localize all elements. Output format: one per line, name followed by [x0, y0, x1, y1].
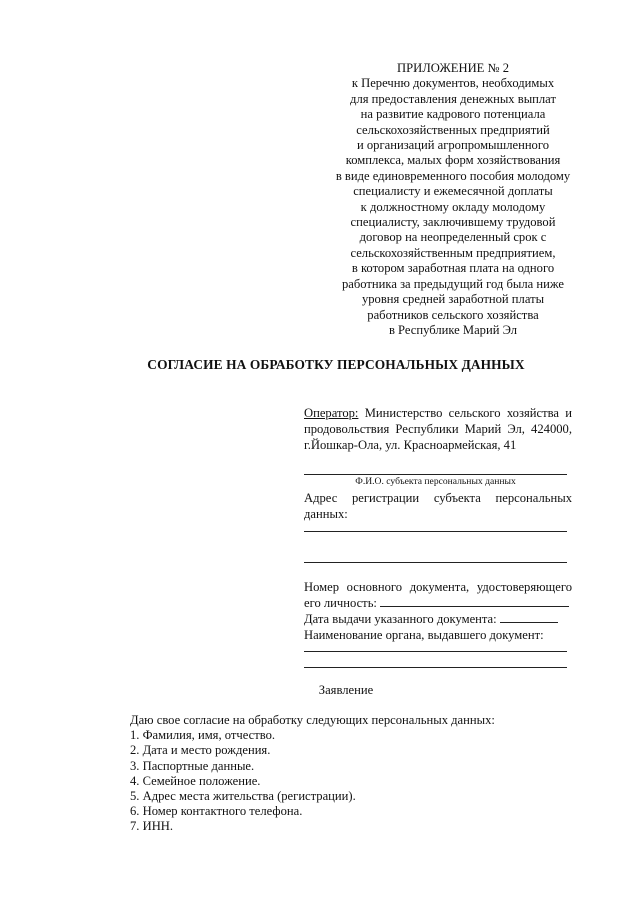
appendix-line: и организаций агропромышленного — [356, 138, 550, 153]
consent-item: 7. ИНН. — [130, 819, 174, 834]
appendix-line: на развитие кадрового потенциала — [360, 107, 546, 122]
address-label: Адрес регистрации субъекта персональных — [304, 491, 572, 505]
operator-label: Оператор: — [304, 406, 359, 420]
appendix-heading: ПРИЛОЖЕНИЕ № 2 — [397, 61, 509, 75]
appendix-line: сельскохозяйственным предприятием, — [350, 245, 556, 260]
appendix-line: к должностному окладу молодому — [360, 199, 546, 214]
appendix-line: сельскохозяйственных предприятий — [356, 122, 550, 137]
appendix-line: работника за предыдущий год была ниже — [342, 276, 564, 291]
appendix-line: работников сельского хозяйства — [367, 307, 539, 322]
appendix-line: специалисту, заключившему трудовой — [350, 215, 556, 230]
appendix-line: уровня средней заработной платы — [361, 292, 545, 307]
consent-item: 6. Номер контактного телефона. — [130, 804, 303, 819]
issue-date-row — [304, 611, 572, 627]
appendix-line: комплекса, малых форм хозяйствования — [345, 153, 561, 168]
issuer-label: Наименование органа, выдавшего документ: — [304, 628, 544, 642]
appendix-line: в котором заработная плата на одного — [351, 261, 555, 276]
operator-text: Министерство сельского хозяйства и продовольствия Республики Марий Эл, 424000, г.Йошкар-Ола, ул. Красноармейская, 41 — [304, 406, 572, 452]
doc-number-row — [304, 595, 572, 611]
appendix-line: в виде единовременного пособия молодому — [335, 168, 571, 183]
consent-item: 4. Семейное положение. — [130, 773, 261, 788]
doc-number-label-cont: его личность: — [304, 596, 377, 610]
appendix-line: в Республике Марий Эл — [388, 322, 518, 337]
appendix-line: специалисту и ежемесячной доплаты — [353, 184, 553, 199]
issue-date-label: Дата выдачи указанного документа: — [304, 612, 497, 626]
consent-item: 5. Адрес места жительства (регистрации). — [130, 789, 356, 804]
doc-number-label: Номер основного документа, удостоверяющего — [304, 580, 572, 594]
statement-heading: Заявление — [318, 683, 374, 697]
operator-block — [304, 405, 572, 453]
fio-caption: Ф.И.О. субъекта персональных данных — [355, 476, 516, 487]
appendix-line: договор на неопределенный срок с — [359, 230, 547, 245]
document-title: СОГЛАСИЕ НА ОБРАБОТКУ ПЕРСОНАЛЬНЫХ ДАННЫХ — [147, 357, 525, 372]
address-label-cont: данных: — [304, 507, 348, 521]
address-field-line-1[interactable] — [304, 531, 567, 532]
doc-number-field[interactable] — [380, 596, 569, 607]
issue-date-field[interactable] — [500, 612, 558, 623]
consent-item: 3. Паспортные данные. — [130, 758, 255, 773]
consent-list — [130, 713, 590, 835]
appendix-line: для предоставления денежных выплат — [350, 91, 556, 106]
appendix-header — [318, 61, 588, 338]
address-field-line-2[interactable] — [304, 562, 567, 563]
fio-field[interactable] — [304, 474, 567, 475]
consent-intro: Даю свое согласие на обработку следующих персональных данных: — [130, 713, 495, 727]
consent-item: 1. Фамилия, имя, отчество. — [130, 728, 276, 743]
appendix-line: к Перечню документов, необходимых — [351, 76, 555, 91]
issuer-field-line-1[interactable] — [304, 651, 567, 652]
issuer-field-line-2[interactable] — [304, 667, 567, 668]
consent-item: 2. Дата и место рождения. — [130, 743, 271, 758]
